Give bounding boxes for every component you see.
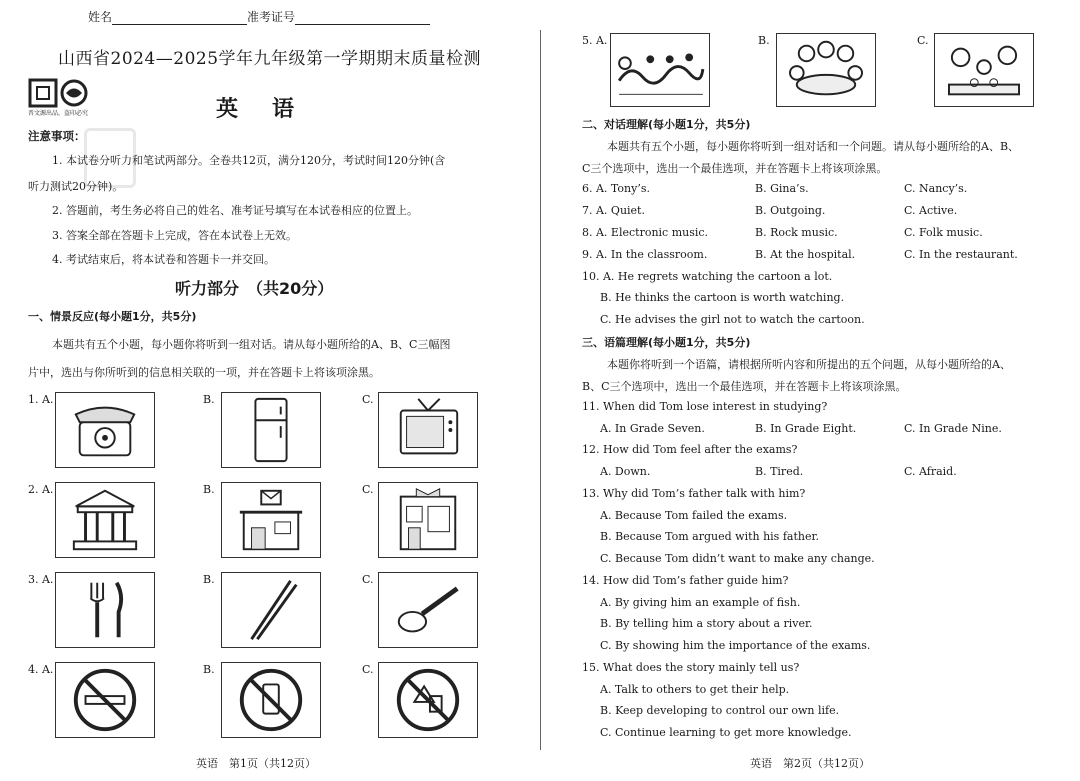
q15-option-b[interactable]: B. Keep developing to control our own life. — [600, 704, 840, 717]
q14-option-c[interactable]: C. By showing him the importance of the exams. — [600, 639, 871, 652]
q8-option-c[interactable]: C. Folk music. — [904, 226, 983, 239]
right-footer: 英语 第2页（共12页） — [750, 757, 870, 770]
page-divider — [540, 30, 541, 750]
q8-option-a[interactable]: 8. A. Electronic music. — [582, 226, 709, 239]
spoon-icon[interactable] — [378, 572, 478, 648]
refrigerator-icon[interactable] — [221, 392, 321, 468]
q11-question: 11. When did Tom lose interest in studying? — [582, 400, 828, 413]
q11-option-c[interactable]: C. In Grade Nine. — [904, 422, 1002, 435]
exam-id-label: 准考证号 — [247, 10, 296, 24]
q5-label-a: 5. A. — [582, 34, 608, 47]
q5-label-c: C. — [917, 34, 929, 47]
q12-option-b[interactable]: B. Tired. — [755, 465, 804, 478]
q8-option-b[interactable]: B. Rock music. — [755, 226, 838, 239]
bookstore-icon[interactable] — [378, 482, 478, 558]
q11-option-a[interactable]: A. In Grade Seven. — [600, 422, 705, 435]
note-item: 1. 本试卷分听力和笔试两部分。全卷共12页，满分120分，考试时间120分钟(含 — [52, 154, 446, 167]
part2-instruction: C三个选项中，选出一个最佳选项，并在答题卡上将该项涂黑。 — [582, 162, 888, 175]
exam-id-underline — [295, 13, 430, 25]
left-footer: 英语 第1页（共12页） — [196, 757, 316, 770]
listening-section-title: 听力部分 （共20分） — [175, 279, 334, 298]
exam-title: 山西省2024—2025学年九年级第一学期期末质量检测 — [58, 49, 482, 69]
q15-question: 15. What does the story mainly tell us? — [582, 661, 800, 674]
no-food-icon[interactable] — [378, 662, 478, 738]
name-underline — [112, 13, 247, 25]
q5-label-b: B. — [758, 34, 770, 47]
q9-option-c[interactable]: C. In the restaurant. — [904, 248, 1018, 261]
q1-label-c: C. — [362, 393, 374, 406]
subject-title: 英语 — [216, 97, 329, 122]
q7-option-b[interactable]: B. Outgoing. — [755, 204, 826, 217]
note-item: 听力测试20分钟)。 — [28, 180, 124, 193]
no-smoking-icon[interactable] — [55, 662, 155, 738]
q13-option-b[interactable]: B. Because Tom argued with his father. — [600, 530, 820, 543]
name-label: 姓名 — [88, 10, 113, 24]
name-field — [88, 8, 430, 25]
dragon-dance-icon[interactable] — [610, 33, 710, 107]
part1-heading: 一、情景反应(每小题1分，共5分) — [28, 310, 197, 323]
q15-option-c[interactable]: C. Continue learning to get more knowledge. — [600, 726, 852, 739]
q1-label-a: 1. A. — [28, 393, 54, 406]
q6-option-c[interactable]: C. Nancy’s. — [904, 182, 968, 195]
post-office-icon[interactable] — [221, 482, 321, 558]
q4-label-c: C. — [362, 663, 374, 676]
part2-heading: 二、对话理解(每小题1分，共5分) — [582, 118, 751, 131]
note-item: 4. 考试结束后，将本试卷和答题卡一并交回。 — [52, 253, 275, 266]
q14-option-a[interactable]: A. By giving him an example of fish. — [600, 596, 801, 609]
q7-option-a[interactable]: 7. A. Quiet. — [582, 204, 645, 217]
q7-option-c[interactable]: C. Active. — [904, 204, 958, 217]
q13-option-a[interactable]: A. Because Tom failed the exams. — [600, 509, 788, 522]
q12-question: 12. How did Tom feel after the exams? — [582, 443, 798, 456]
q12-option-a[interactable]: A. Down. — [600, 465, 651, 478]
q2-label-a: 2. A. — [28, 483, 54, 496]
part2-instruction: 本题共有五个小题，每小题你将听到一组对话和一个问题。请从每小题所给的A、B、 — [607, 140, 1020, 153]
q6-option-b[interactable]: B. Gina’s. — [755, 182, 809, 195]
q11-option-b[interactable]: B. In Grade Eight. — [755, 422, 857, 435]
q10-option-b[interactable]: B. He thinks the cartoon is worth watching. — [600, 291, 845, 304]
q2-label-c: C. — [362, 483, 374, 496]
q6-option-a[interactable]: 6. A. Tony’s. — [582, 182, 650, 195]
bank-icon[interactable] — [55, 482, 155, 558]
q4-label-a: 4. A. — [28, 663, 54, 676]
logo-caption: 晋文源出品，盗印必究 — [28, 110, 89, 117]
chopsticks-icon[interactable] — [221, 572, 321, 648]
family-dinner-icon[interactable] — [776, 33, 876, 107]
q3-label-a: 3. A. — [28, 573, 54, 586]
right-page — [542, 0, 1080, 781]
q14-option-b[interactable]: B. By telling him a story about a river. — [600, 617, 813, 630]
q13-option-c[interactable]: C. Because Tom didn’t want to make any change. — [600, 552, 875, 565]
q2-label-b: B. — [203, 483, 215, 496]
q9-option-a[interactable]: 9. A. In the classroom. — [582, 248, 708, 261]
q10-option-a[interactable]: 10. A. He regrets watching the cartoon a lot. — [582, 270, 833, 283]
q10-option-c[interactable]: C. He advises the girl not to watch the cartoon. — [600, 313, 865, 326]
part1-instruction: 本题共有五个小题，每小题你将听到一组对话。请从每小题所给的A、B、C三幅图 — [52, 338, 451, 351]
fork-knife-icon[interactable] — [55, 572, 155, 648]
family-meal-icon[interactable] — [934, 33, 1034, 107]
q14-question: 14. How did Tom’s father guide him? — [582, 574, 789, 587]
part3-instruction: 本题你将听到一个语篇，请根据所听内容和所提出的五个问题，从每小题所给的A、 — [607, 358, 1011, 371]
no-phone-icon[interactable] — [221, 662, 321, 738]
note-item: 2. 答题前，考生务必将自己的姓名、准考证号填写在本试卷相应的位置上。 — [52, 204, 418, 217]
notes-title: 注意事项： — [28, 129, 86, 143]
part3-instruction: B、C三个选项中，选出一个最佳选项，并在答题卡上将该项涂黑。 — [582, 380, 907, 393]
q15-option-a[interactable]: A. Talk to others to get their help. — [600, 683, 790, 696]
q1-label-b: B. — [203, 393, 215, 406]
q3-label-b: B. — [203, 573, 215, 586]
q3-label-c: C. — [362, 573, 374, 586]
q4-label-b: B. — [203, 663, 215, 676]
part1-instruction: 片中，选出与你所听到的信息相关联的一项，并在答题卡上将该项涂黑。 — [28, 366, 380, 379]
part3-heading: 三、语篇理解(每小题1分，共5分) — [582, 336, 751, 349]
q12-option-c[interactable]: C. Afraid. — [904, 465, 957, 478]
q9-option-b[interactable]: B. At the hospital. — [755, 248, 856, 261]
note-item: 3. 答案全部在答题卡上完成，答在本试卷上无效。 — [52, 229, 297, 242]
q13-question: 13. Why did Tom’s father talk with him? — [582, 487, 806, 500]
telephone-icon[interactable] — [55, 392, 155, 468]
television-icon[interactable] — [378, 392, 478, 468]
